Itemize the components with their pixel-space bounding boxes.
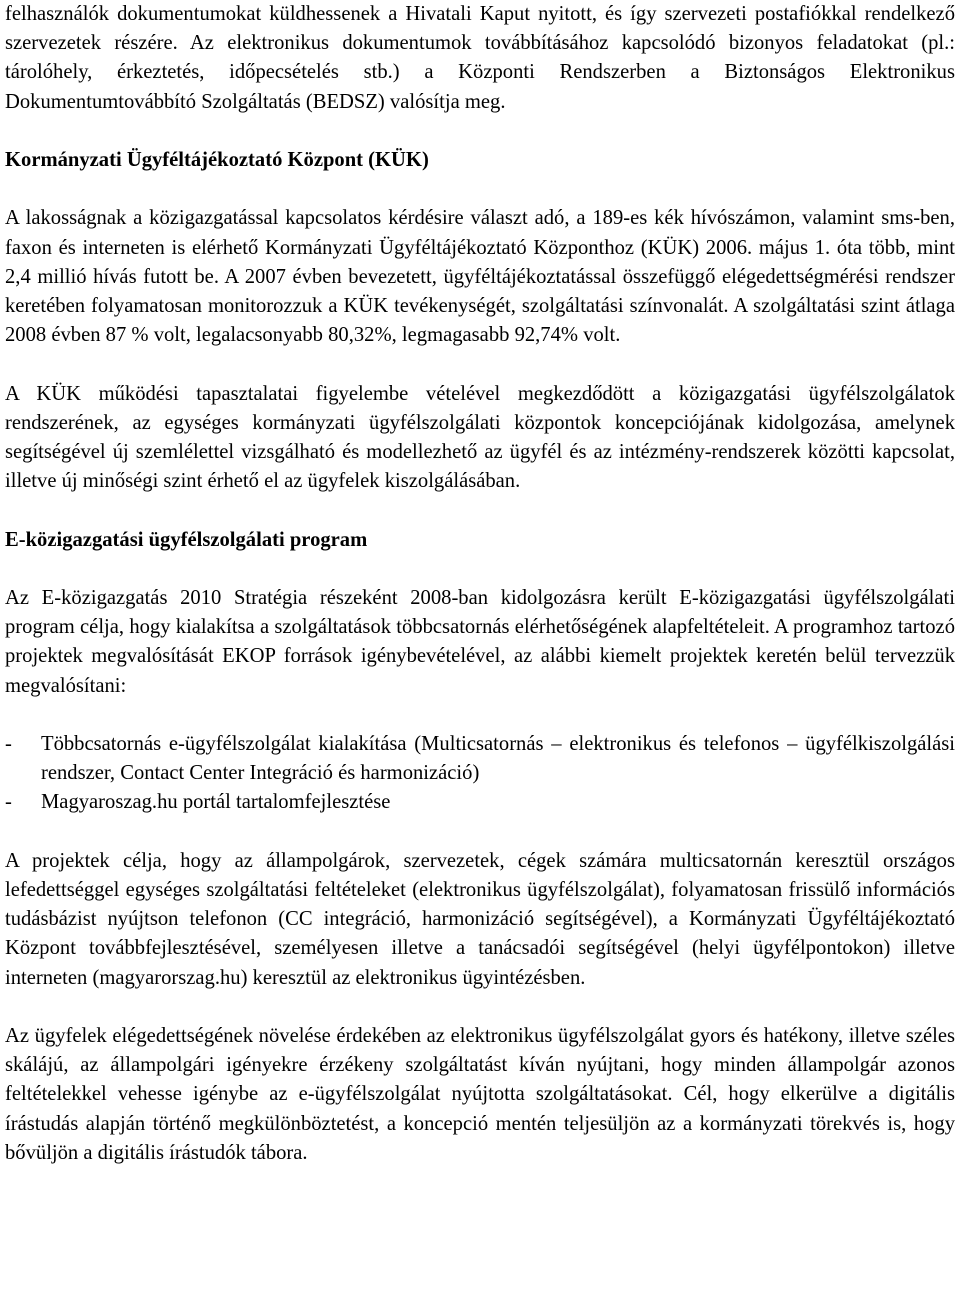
spacer xyxy=(5,175,955,204)
program-paragraph-1: Az E-közigazgatás 2010 Stratégia részeként 2008-ban kidolgozásra került E-közigazgatási ügyfélszolgálati program célja, hogy kialakítsa a szolgáltatások többcsatornás elérhetőségének alapfeltételeit. A programhoz tartozó projektek megvalósítását EKOP források igénybevételével, az alábbi kiemelt projektek keretén belül tervezzük megvalósítani: xyxy=(5,586,955,697)
document-page xyxy=(5,0,955,1168)
kuk-paragraph-2: A KÜK működési tapasztalatai figyelembe vételével megkezdődött a közigazgatási ügyfélszolgálatok rendszerének, az egységes kormányzati ügyfélszolgálati központok koncepciójának kidolgozása, amelynek segítségével új szemlélettel vizsgálható és modellezhető az ügyfél és az intézmény-rendszerek közötti kapcsolat, illetve új minőségi szint érhető el az ügyfelek kiszolgálásában. xyxy=(5,382,955,493)
list-item xyxy=(5,788,955,817)
spacer xyxy=(5,818,955,847)
spacer xyxy=(5,993,955,1022)
section-heading-program: E-közigazgatási ügyfélszolgálati program xyxy=(5,528,368,551)
spacer xyxy=(5,350,955,379)
spacer xyxy=(5,701,955,730)
program-paragraph-2: A projektek célja, hogy az állampolgárok, szervezetek, cégek számára multicsatornán keresztül országos lefedettséggel egységes szolgáltatási feltételeket (elektronikus ügyfélszolgálat), folyamatosan frissülő információs tudásbázist nyújtson telefonon (CC integráció, harmonizáció segítségével), a Kormányzati Ügyféltájékoztató Központ továbbfejlesztésével, személyesen illetve a tanácsadói segítségével (helyi ügyfélpontokon) illetve interneten (magyarorszag.hu) keresztül az elektronikus ügyintézésben. xyxy=(5,849,955,989)
dash-marker: - xyxy=(5,732,12,755)
kuk-paragraph-1: A lakosságnak a közigazgatással kapcsolatos kérdésire választ adó, a 189-es kék hívószámon, valamint sms-ben, faxon és interneten is elérhető Kormányzati Ügyféltájékoztató Központhoz (KÜK) 2006. május 1. óta több, mint 2,4 millió hívás futott be. A 2007 évben bevezetett, ügyféltájékoztatással összefüggő elégedettségmérési rendszer keretében folyamatosan monitorozzuk a KÜK tevékenységét, szolgáltatási színvonalát. A szolgáltatási szint átlaga 2008 évben 87 % volt, legalacsonyabb 80,32%, legmagasabb 92,74% volt. xyxy=(5,207,955,347)
list-item xyxy=(5,730,955,788)
list-item-text: Magyaroszag.hu portál tartalomfejlesztése xyxy=(41,791,391,814)
section-heading-kuk: Kormányzati Ügyféltájékoztató Központ (KÜK) xyxy=(5,149,429,171)
spacer xyxy=(5,496,955,525)
list-item-text: Többcsatornás e-ügyfélszolgálat kialakítása (Multicsatornás – elektronikus és telefonos – ügyfélkiszolgálási rendszer, Contact Center Integráció és harmonizáció) xyxy=(41,732,955,785)
spacer xyxy=(5,117,955,146)
dash-marker: - xyxy=(5,791,12,814)
intro-paragraph: felhasználók dokumentumokat küldhessenek a Hivatali Kaput nyitott, és így szervezeti postafiókkal rendelkező szervezetek részére. Az elektronikus dokumentumok továbbításához kapcsolódó bizonyos feladatokat (pl.: tárolóhely, érkeztetés, időpecsételés stb.) a Központi Rendszerben a Biztonságos Elektronikus Dokumentumtovábbító Szolgáltatás (BEDSZ) valósítja meg. xyxy=(5,3,955,113)
program-paragraph-3: Az ügyfelek elégedettségének növelése érdekében az elektronikus ügyfélszolgálat gyors és hatékony, illetve széles skálájú, az állampolgári igényekre érzékeny szolgáltatást kíván nyújtani, hogy minden állampolgár azonos feltételekkel vehesse igénybe az e-ügyfélszolgálat nyújtotta szolgáltatásokat. Cél, hogy elkerülve a digitális írástudás alapján történő megkülönböztetést, a koncepció mentén teljesüljön az a kormányzati törekvés is, hogy bővüljön a digitális írástudók tábora. xyxy=(5,1024,955,1164)
spacer xyxy=(5,555,955,584)
project-list xyxy=(5,730,955,818)
